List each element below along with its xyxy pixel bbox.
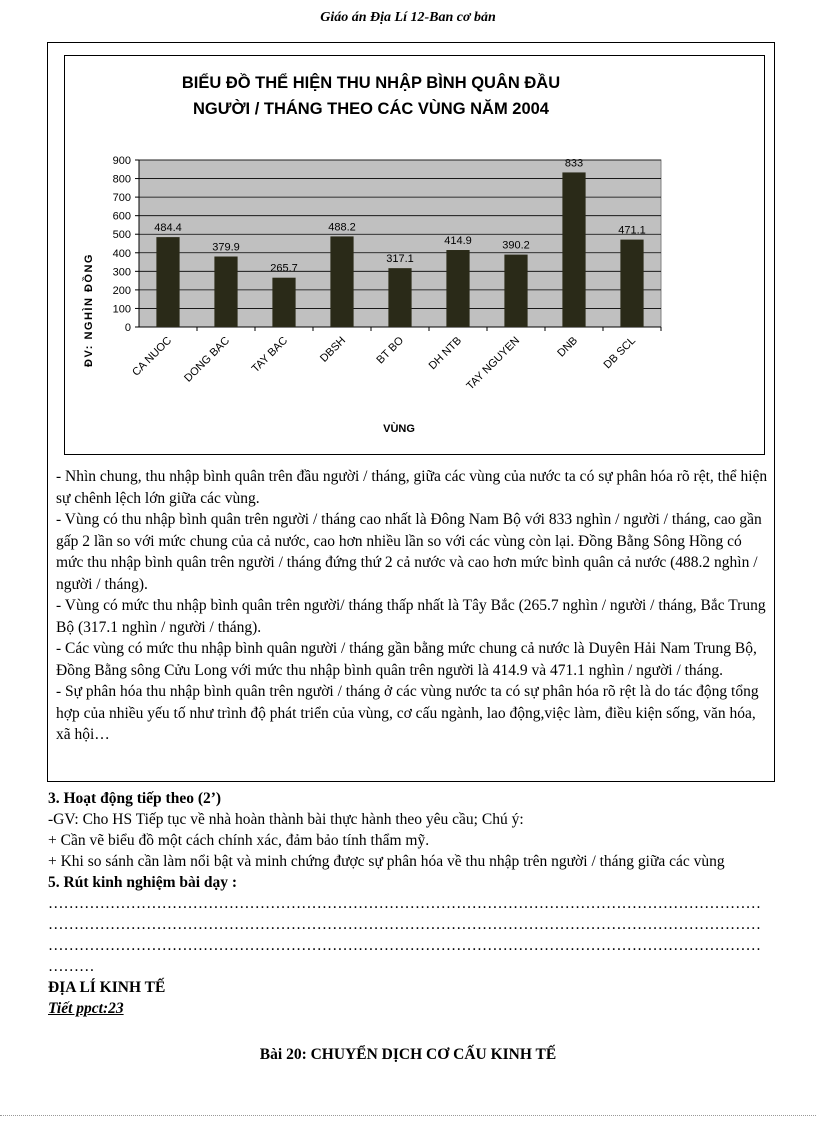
page-header: Giáo án Địa Lí 12-Ban cơ bản (320, 10, 496, 25)
x-axis-label: VÙNG (383, 423, 415, 435)
y-tick-label: 900 (112, 155, 131, 167)
data-label: 317.1 (386, 253, 414, 266)
analysis-paragraph: - Sự phân hóa thu nhập bình quân trên người / tháng ở các vùng nước ta có sự phân hóa rõ rệt là do tác động tổng hợp của nhiều yếu tố như trình độ phát triển của vùng, cơ cấu ngành, lao động,việc làm, điều kiện sống, văn hóa, xã hội… (56, 683, 759, 743)
chart-svg (65, 56, 764, 454)
category-label: DNB (555, 334, 581, 360)
activity-heading: 3. Hoạt động tiếp theo (2’) (48, 790, 222, 807)
bar (214, 257, 237, 327)
category-label: BT BO (374, 334, 407, 367)
y-tick-label: 600 (112, 210, 131, 223)
data-label: 484.4 (154, 222, 182, 235)
income-chart (64, 55, 765, 455)
y-tick-label: 800 (112, 173, 131, 186)
analysis-paragraph: - Các vùng có mức thu nhập bình quân người / tháng gần bằng mức chung cả nước là Duyên Hải Nam Trung Bộ, Đồng Bằng sông Cửu Long với mức thu nhập bình quân trên người là 414.9 và 471.1 nghìn / người / tháng. (56, 640, 757, 679)
data-label: 390.2 (502, 239, 530, 252)
data-label: 833 (564, 157, 584, 170)
activity-line: -GV: Cho HS Tiếp tục về nhà hoàn thành bài thực hành theo yêu cầu; Chú ý: (48, 811, 524, 828)
bar (272, 278, 295, 327)
y-tick-label: 100 (112, 303, 131, 316)
bottom-divider (0, 1115, 816, 1117)
analysis-paragraph: - Nhìn chung, thu nhập bình quân trên đầu người / tháng, giữa các vùng của nước ta có sự phân hóa rõ rệt, thể hiện sự chênh lệch lớn giữa các vùng. (56, 468, 768, 507)
y-tick-label: 200 (112, 284, 131, 297)
data-label: 488.2 (328, 221, 356, 234)
y-tick-label: 400 (112, 247, 131, 260)
analysis-text (56, 466, 768, 746)
dot-line: ………………………………………………………………………………………………………………………… (48, 937, 761, 954)
category-label: TAY NGUYEN (464, 334, 523, 393)
analysis-paragraph: - Vùng có thu nhập bình quân trên người / tháng cao nhất là Đông Nam Bộ với 833 nghìn / người / tháng, cao gần gấp 2 lần so với mức chung của cả nước, cao hơn nhiều lần so với các vùng còn lại. Đồng Bằng Sông Hồng có mức thu nhập bình quân trên người / tháng đứng thứ 2 cả nước và cao hơn mức bình quân cả nước (488.2 nghìn / người / tháng). (56, 511, 762, 593)
bar (446, 250, 469, 327)
period-label: Tiết ppct:23 (48, 1000, 124, 1017)
chart-title-line1: BIỂU ĐỒ THỂ HIỆN THU NHẬP BÌNH QUÂN ĐẦU (181, 74, 561, 92)
bar (504, 255, 527, 327)
data-label: 414.9 (444, 235, 472, 248)
category-label: DBSH (318, 334, 349, 365)
category-label: DB SCL (601, 334, 639, 372)
dot-line: ………………………………………………………………………………………………………………………… (48, 916, 761, 933)
y-tick-label: 500 (112, 229, 131, 242)
follow-up-section (48, 788, 778, 1019)
dot-line-tail: ……… (48, 958, 95, 975)
chart-title-line2: NGƯỜI / THÁNG THEO CÁC VÙNG NĂM 2004 (193, 100, 549, 118)
category-label: TAY BAC (249, 334, 291, 376)
category-label: CA NUOC (130, 334, 175, 379)
bar (388, 268, 411, 327)
y-tick-label: 700 (112, 192, 131, 205)
y-tick-label: 300 (112, 266, 131, 279)
plot-area (113, 155, 661, 392)
experience-heading: 5. Rút kinh nghiệm bài dạy : (48, 874, 238, 891)
dot-line: ………………………………………………………………………………………………………………………… (48, 895, 761, 912)
activity-line: + Cần vẽ biểu đồ một cách chính xác, đảm bảo tính thẩm mỹ. (48, 832, 430, 849)
bar (620, 240, 643, 327)
data-label: 471.1 (618, 224, 646, 237)
category-label: DH NTB (426, 334, 465, 373)
data-label: 265.7 (270, 262, 298, 275)
y-axis-label: ĐV: NGHÌN ĐỒNG (83, 253, 95, 367)
bar (562, 172, 585, 327)
subject-heading: ĐỊA LÍ KINH TẾ (48, 979, 166, 996)
category-label: DONG BAC (182, 334, 233, 385)
lesson-title: Bài 20: CHUYỂN DỊCH CƠ CẤU KINH TẾ (259, 1046, 557, 1063)
bar (156, 237, 179, 327)
analysis-paragraph: - Vùng có mức thu nhập bình quân trên người/ tháng thấp nhất là Tây Bắc (265.7 nghìn / người / tháng, Bắc Trung Bộ (317.1 nghìn / người / tháng). (56, 597, 766, 636)
y-tick-label: 0 (124, 322, 131, 334)
bar (330, 236, 353, 327)
data-label: 379.9 (212, 241, 240, 254)
activity-line: + Khi so sánh cần làm nổi bật và minh chứng được sự phân hóa về thu nhập trên người / tháng giữa các vùng (48, 853, 725, 870)
